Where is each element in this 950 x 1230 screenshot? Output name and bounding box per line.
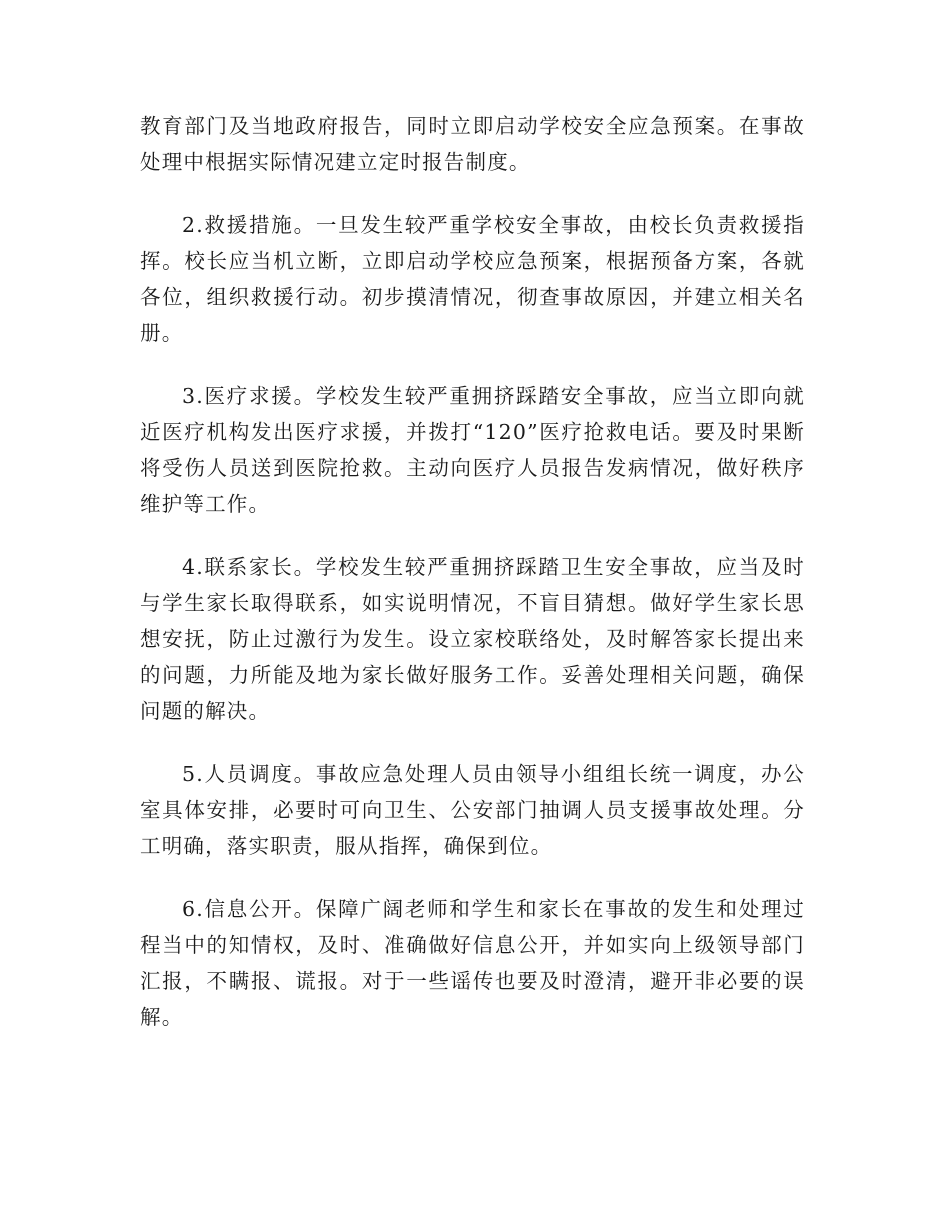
document-body [140,108,805,1062]
paragraph-information-disclosure: 6.信息公开。保障广阔老师和学生和家长在事故的发生和处理过程当中的知情权，及时、准确做好信息公开，并如实向上级领导部门汇报，不瞒报、谎报。对于一些谣传也要及时澄清，避开非必要的误解。 [140,897,805,1029]
paragraph-personnel-dispatch: 5.人员调度。事故应急处理人员由领导小组组长统一调度，办公室具体安排，必要时可向卫生、公安部门抽调人员支援事故处理。分工明确，落实职责，服从指挥，确保到位。 [140,762,805,858]
paragraph-report-continuation: 教育部门及当地政府报告，同时立即启动学校安全应急预案。在事故处理中根据实际情况建立定时报告制度。 [140,114,805,174]
paragraph-contact-parents: 4.联系家长。学校发生较严重拥挤踩踏卫生安全事故，应当及时与学生家长取得联系，如实说明情况，不盲目猜想。做好学生家长思想安抚，防止过激行为发生。设立家校联络处，及时解答家长提出来的问题，力所能及地为家长做好服务工作。妥善处理相关问题，确保问题的解决。 [140,555,805,723]
paragraph-medical-aid: 3.医疗求援。学校发生较严重拥挤踩踏安全事故，应当立即向就近医疗机构发出医疗求援，并拨打“120”医疗抢救电话。要及时果断将受伤人员送到医院抢救。主动向医疗人员报告发病情况，做好秩序维护等工作。 [140,384,805,516]
paragraph-rescue-measures: 2.救援措施。一旦发生较严重学校安全事故，由校长负责救援指挥。校长应当机立断，立即启动学校应急预案，根据预备方案，各就各位，组织救援行动。初步摸清情况，彻查事故原因，并建立相关名册。 [140,213,805,345]
